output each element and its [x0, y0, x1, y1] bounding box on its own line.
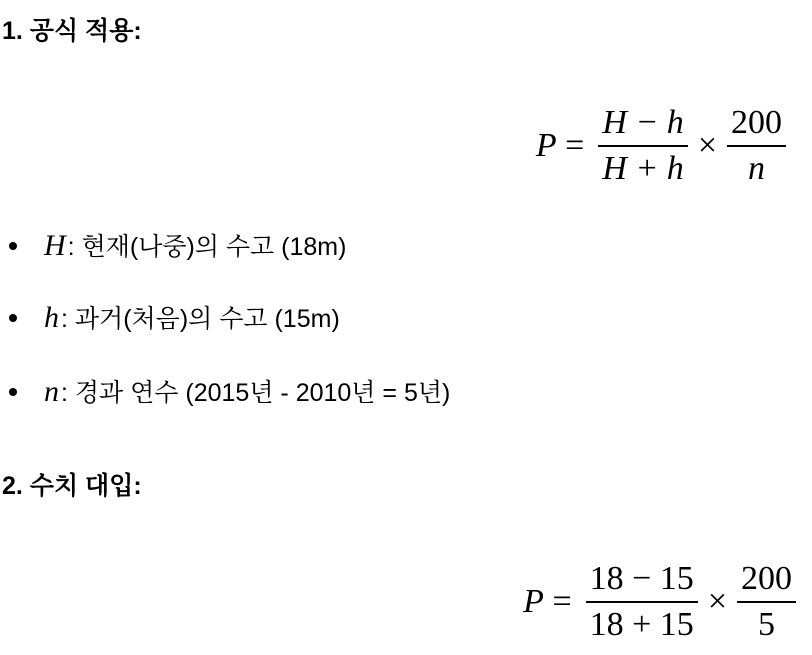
formula-lhs [536, 127, 584, 165]
fraction-numerator: 200 [731, 104, 782, 141]
variable-symbol: n [44, 374, 59, 408]
formula-lhs [523, 583, 571, 621]
formula-substituted [523, 554, 800, 650]
variable-description: : 경과 연수 (2015년 - 2010년 = 5년) [61, 378, 451, 407]
variable-symbol: H [44, 228, 66, 262]
fraction-denominator: H + h [602, 150, 684, 187]
formula-lhs-var: P [523, 583, 544, 620]
bullet-dot [9, 388, 17, 396]
fraction-rate [737, 559, 796, 645]
formula-lhs-var: P [535, 127, 557, 164]
equals-sign: = [552, 583, 572, 620]
section-heading-substitution: 2. 수치 대입: [2, 472, 142, 500]
bullet-dot [9, 242, 17, 250]
formula-general [536, 96, 790, 196]
variable-symbol: h [44, 300, 59, 334]
fraction-numerator: 200 [741, 560, 792, 597]
bullet-dot [9, 314, 17, 322]
equals-sign: = [565, 127, 585, 164]
fraction-denominator: 18 + 15 [589, 606, 694, 643]
fraction-denominator: n [748, 150, 765, 187]
variable-description: : 과거(처음)의 수고 (15m) [61, 304, 340, 333]
fraction-height-ratio [586, 559, 698, 645]
fraction-rate [727, 103, 786, 189]
fraction-numerator: 18 − 15 [589, 560, 694, 597]
list-item-content [44, 230, 346, 263]
times-sign: × [697, 127, 717, 164]
fraction-bar [598, 145, 688, 147]
fraction-bar [586, 601, 698, 603]
fraction-numerator: H − h [602, 104, 684, 141]
section-heading-formula: 1. 공식 적용: [2, 17, 142, 45]
fraction-bar [737, 601, 796, 603]
list-item-content [44, 376, 450, 409]
list-item-content [44, 302, 340, 335]
times-sign: × [707, 583, 727, 620]
fraction-height-ratio [598, 103, 688, 189]
fraction-denominator: 5 [758, 606, 775, 643]
fraction-bar [727, 145, 786, 147]
variable-description: : 현재(나중)의 수고 (18m) [67, 232, 347, 261]
